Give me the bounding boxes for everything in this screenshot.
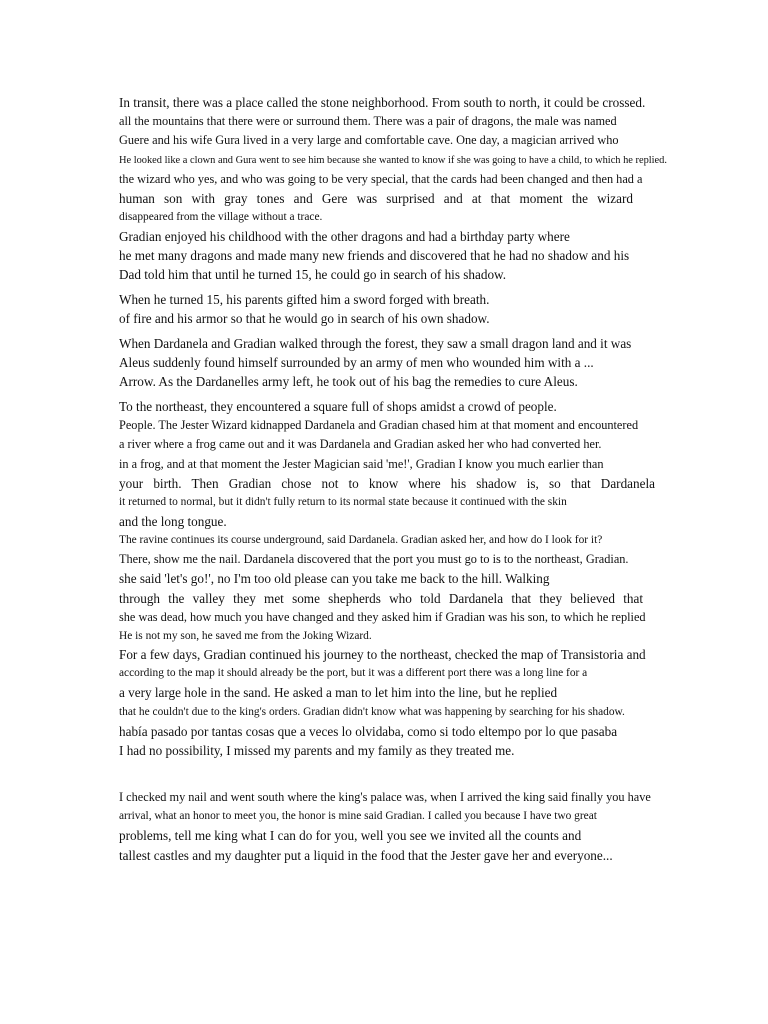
text-line: Aleus suddenly found himself surrounded by an army of men who wounded him with a ... bbox=[119, 355, 594, 371]
text-line: I checked my nail and went south where the king's palace was, when I arrived the king said finally you have bbox=[119, 790, 651, 804]
text-line: When he turned 15, his parents gifted him a sword forged with breath. bbox=[119, 292, 490, 307]
text-line: In transit, there was a place called the stone neighborhood. From south to north, it could be crossed. bbox=[119, 95, 646, 110]
text-line: Guere and his wife Gura lived in a very large and comfortable cave. One day, a magician arrived who bbox=[119, 133, 619, 148]
text-line: arrival, what an honor to meet you, the honor is mine said Gradian. I called you because I have two great bbox=[119, 810, 597, 823]
text-line: I had no possibility, I missed my parents and my family as they treated me. bbox=[119, 742, 515, 758]
text-line: a very large hole in the sand. He asked a man to let him into the line, but he replied bbox=[119, 685, 558, 701]
text-line: he met many dragons and made many new friends and discovered that he had no shadow and his bbox=[119, 248, 630, 264]
text-line: it returned to normal, but it didn't fully return to its normal state because it continued with the skin bbox=[119, 495, 567, 508]
paragraph-4 bbox=[119, 334, 719, 392]
text-line: and the long tongue. bbox=[119, 514, 227, 530]
text-line: Gradian enjoyed his childhood with the other dragons and had a birthday party where bbox=[119, 229, 570, 244]
text-line: When Dardanela and Gradian walked through the forest, they saw a small dragon land and it was bbox=[119, 336, 632, 351]
text-line: she was dead, how much you have changed and they asked him if Gradian was his son, to which he replied bbox=[119, 609, 646, 624]
text-line: problems, tell me king what I can do for you, well you see we invited all the counts and bbox=[119, 828, 582, 844]
text-line: in a frog, and at that moment the Jester Magician said 'me!', Gradian I know you much earlier than bbox=[119, 456, 604, 471]
text-line: your birth. Then Gradian chose not to know where his shadow is, so that Dardanela bbox=[119, 475, 655, 491]
paragraph-3 bbox=[119, 290, 719, 328]
text-line: of fire and his armor so that he would go in search of his own shadow. bbox=[119, 311, 490, 327]
text-line: To the northeast, they encountered a square full of shops amidst a crowd of people. bbox=[119, 399, 557, 414]
text-line: For a few days, Gradian continued his journey to the northeast, checked the map of Transistoria and bbox=[119, 647, 646, 662]
text-line: that he couldn't due to the king's orders. Gradian didn't know what was happening by searching for his shadow. bbox=[119, 705, 625, 718]
text-line: Arrow. As the Dardanelles army left, he took out of his bag the remedies to cure Aleus. bbox=[119, 374, 578, 390]
text-line: according to the map it should already be the port, but it was a different port there was a long line for a bbox=[119, 667, 588, 680]
text-line: through the valley they met some shepherds who told Dardanela that they believed that bbox=[119, 590, 643, 606]
text-line: He looked like a clown and Gura went to see him because she wanted to know if she was going to have a child, to which he replied. bbox=[119, 154, 667, 166]
text-line: disappeared from the village without a trace. bbox=[119, 211, 323, 224]
text-line: a river where a frog came out and it was Dardanela and Gradian asked her who had converted her. bbox=[119, 437, 602, 452]
paragraph-6 bbox=[119, 531, 719, 646]
text-line: she said 'let's go!', no I'm too old please can you take me back to the hill. Walking bbox=[119, 571, 550, 587]
text-line: There, show me the nail. Dardanela discovered that the port you must go to is to the northeast, Gradian. bbox=[119, 552, 629, 567]
paragraph-1 bbox=[119, 93, 719, 227]
text-line: He is not my son, he saved me from the Joking Wizard. bbox=[119, 629, 372, 642]
text-line: tallest castles and my daughter put a liquid in the food that the Jester gave her and everyone... bbox=[119, 847, 613, 863]
text-line: human son with gray tones and Gere was surprised and at that moment the wizard bbox=[119, 190, 633, 206]
paragraph-7 bbox=[119, 645, 719, 760]
text-line: había pasado por tantas cosas que a veces lo olvidaba, como si todo eltempo por lo que pasaba bbox=[119, 723, 618, 739]
text-line: The ravine continues its course underground, said Dardanela. Gradian asked her, and how do I look for it? bbox=[119, 534, 603, 546]
text-line: People. The Jester Wizard kidnapped Dardanela and Gradian chased him at that moment and encountered bbox=[119, 418, 639, 433]
paragraph-5 bbox=[119, 397, 719, 531]
paragraph-8 bbox=[119, 788, 719, 865]
text-line: the wizard who yes, and who was going to be very special, that the cards had been changed and then had a bbox=[119, 171, 643, 186]
paragraph-2 bbox=[119, 227, 719, 285]
text-line: all the mountains that there were or surround them. There was a pair of dragons, the male was named bbox=[119, 114, 617, 129]
text-line: Dad told him that until he turned 15, he could go in search of his shadow. bbox=[119, 267, 507, 283]
